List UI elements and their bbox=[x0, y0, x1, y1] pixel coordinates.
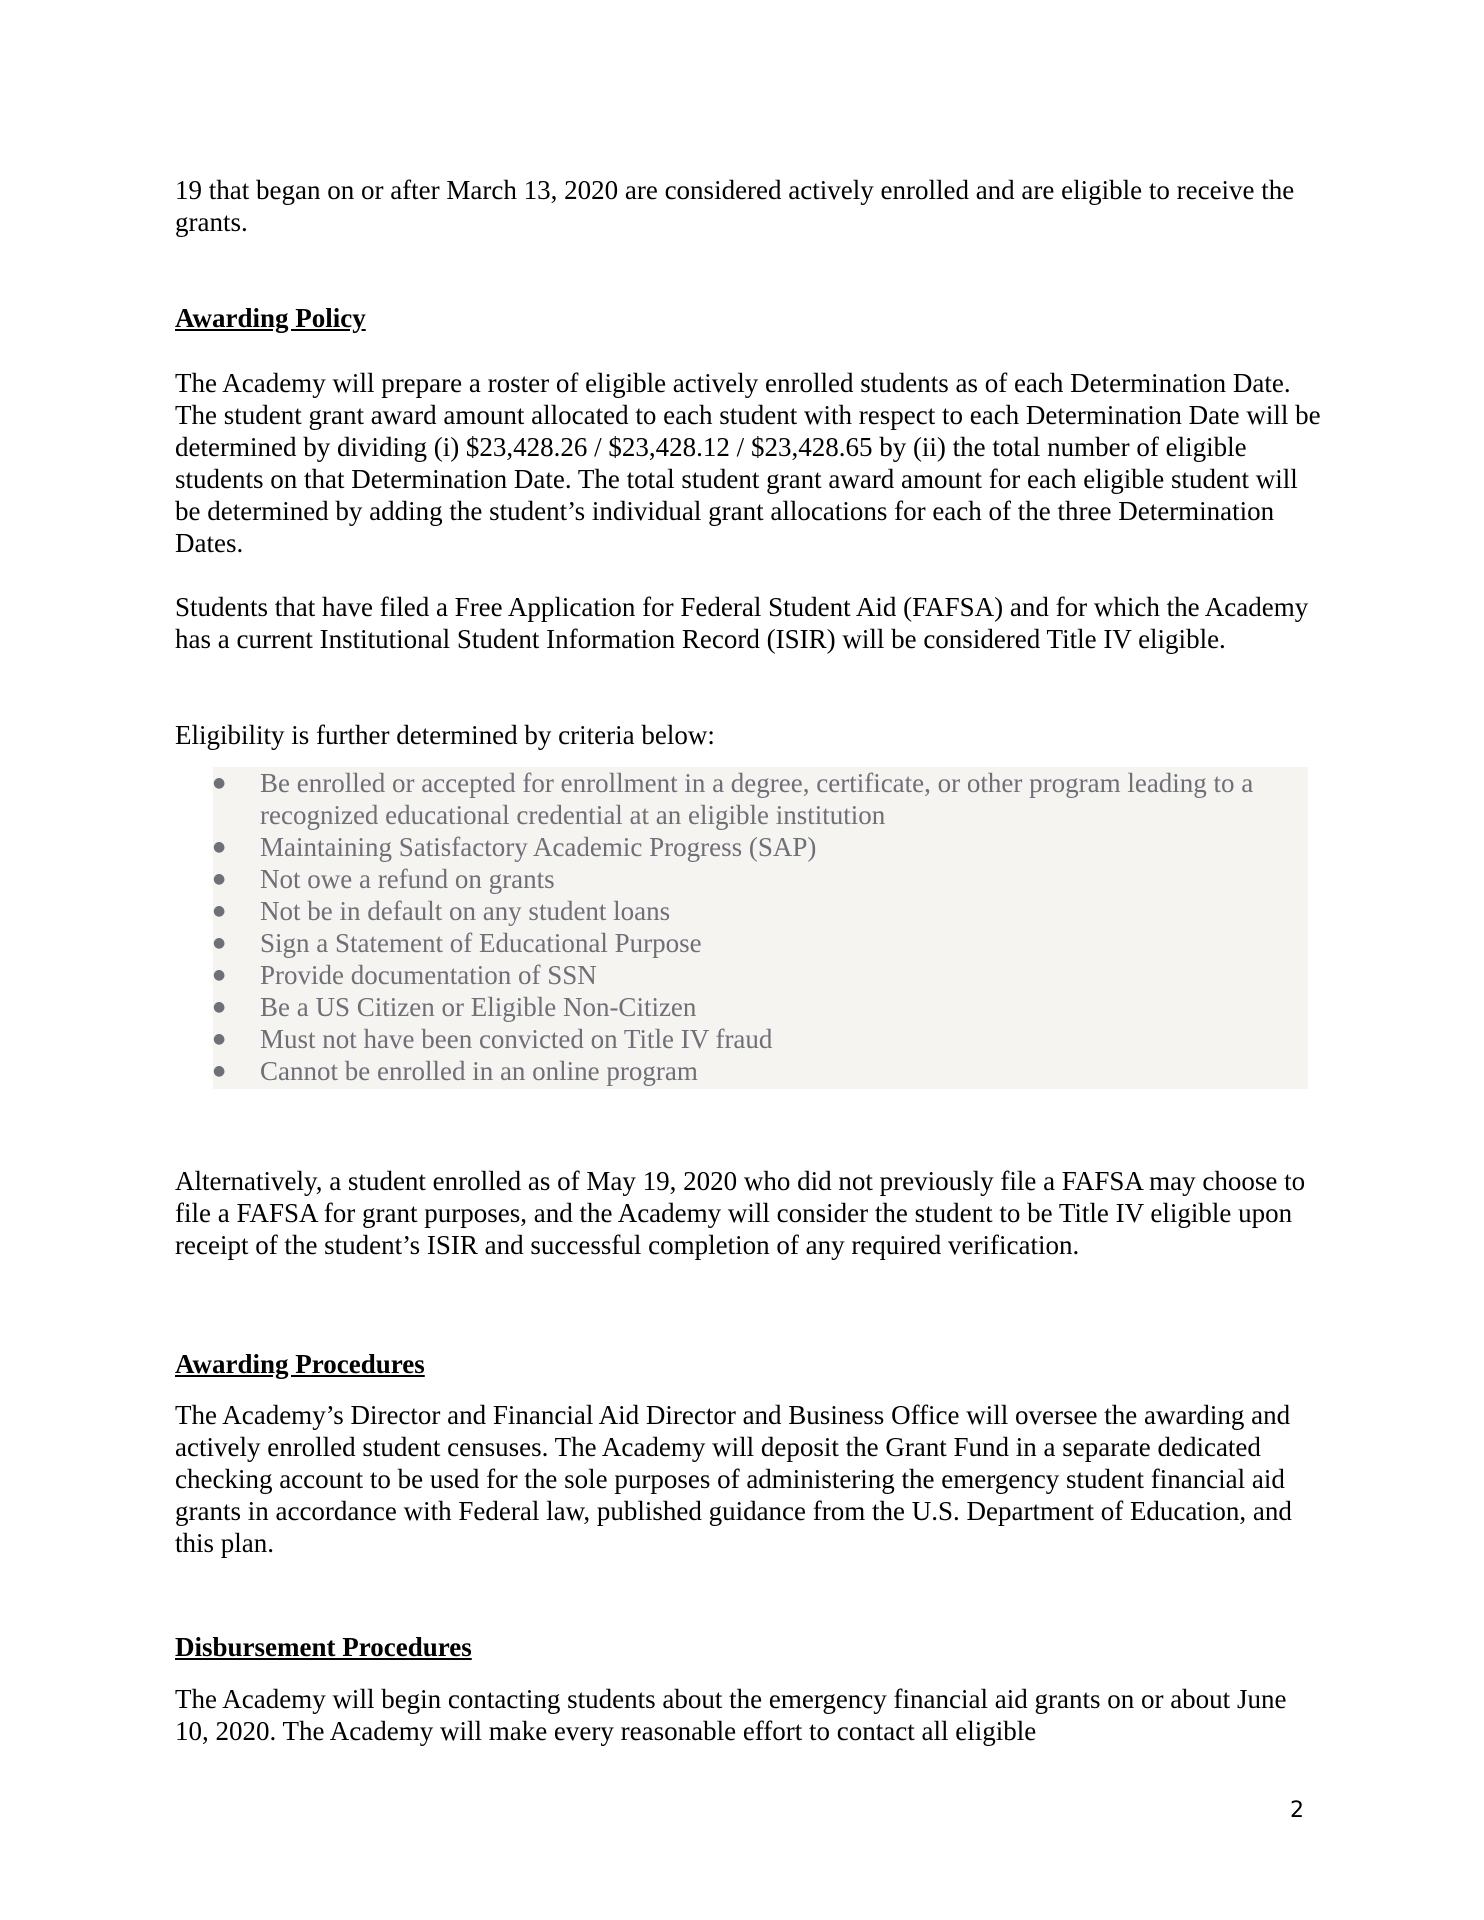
criteria-item: ● Be a US Citizen or Eligible Non-Citizen bbox=[213, 992, 697, 1022]
criteria-item: ● Be enrolled or accepted for enrollment in a degree, certificate, or other program leading to a recognized educational credential at an eligible institution bbox=[213, 768, 1254, 830]
bullet-icon: ● bbox=[213, 775, 226, 791]
criteria-item: ● Maintaining Satisfactory Academic Progress (SAP) bbox=[213, 832, 817, 862]
awarding-policy-paragraph-2: Students that have filed a Free Application for Federal Student Aid (FAFSA) and for which the Academy has a current Institutional Student Information Record (ISIR) will be considered Title IV eligible. bbox=[175, 592, 1309, 654]
bullet-icon: ● bbox=[213, 903, 226, 919]
criteria-item: ● Sign a Statement of Educational Purpose bbox=[213, 928, 702, 958]
bullet-icon: ● bbox=[213, 967, 226, 983]
criteria-item: ● Must not have been convicted on Title IV fraud bbox=[213, 1024, 773, 1054]
intro-paragraph: 19 that began on or after March 13, 2020 are considered actively enrolled and are eligible to receive the grants. bbox=[175, 175, 1295, 237]
bullet-icon: ● bbox=[213, 1031, 226, 1047]
awarding-policy-heading: Awarding Policy bbox=[175, 303, 366, 333]
criteria-item: ● Cannot be enrolled in an online program bbox=[213, 1056, 698, 1086]
page-number: 2 bbox=[1290, 1798, 1304, 1823]
awarding-procedures-paragraph: The Academy’s Director and Financial Aid Director and Business Office will oversee the awarding and actively enrolled student censuses. The Academy will deposit the Grant Fund in a separate dedicated checking account to be used for the sole purposes of administering the emergency student financial aid grants in accordance with Federal law, published guidance from the U.S. Department of Education, and this plan. bbox=[175, 1400, 1292, 1558]
eligibility-intro: Eligibility is further determined by criteria below: bbox=[175, 720, 715, 750]
disbursement-procedures-paragraph: The Academy will begin contacting students about the emergency financial aid grants on or about June 10, 2020. The Academy will make every reasonable effort to contact all eligible bbox=[175, 1684, 1287, 1746]
awarding-procedures-heading: Awarding Procedures bbox=[175, 1349, 425, 1379]
awarding-policy-paragraph-4: Alternatively, a student enrolled as of May 19, 2020 who did not previously file a FAFSA may choose to file a FAFSA for grant purposes, and the Academy will consider the student to be Title IV eligible upon receipt of the student’s ISIR and successful completion of any required verification. bbox=[175, 1166, 1306, 1260]
bullet-icon: ● bbox=[213, 935, 226, 951]
criteria-item: ● Not owe a refund on grants bbox=[213, 864, 555, 894]
bullet-icon: ● bbox=[213, 871, 226, 887]
criteria-item: ● Not be in default on any student loans bbox=[213, 896, 671, 926]
eligibility-criteria-list bbox=[213, 767, 1308, 1087]
bullet-icon: ● bbox=[213, 999, 226, 1015]
disbursement-procedures-heading: Disbursement Procedures bbox=[175, 1632, 472, 1662]
bullet-icon: ● bbox=[213, 1063, 226, 1079]
awarding-policy-paragraph-1: The Academy will prepare a roster of eligible actively enrolled students as of each Determination Date. The student grant award amount allocated to each student with respect to each Determination Date will be determined by dividing (i) $23,428.26 / $23,428.12 / $23,428.65 by (ii) the total number of eligible students on that Determination Date. The total student grant award amount for each eligible student will be determined by adding the student’s individual grant allocations for each of the three Determination Dates. bbox=[175, 368, 1321, 558]
bullet-icon: ● bbox=[213, 839, 226, 855]
criteria-item: ● Provide documentation of SSN bbox=[213, 960, 597, 990]
